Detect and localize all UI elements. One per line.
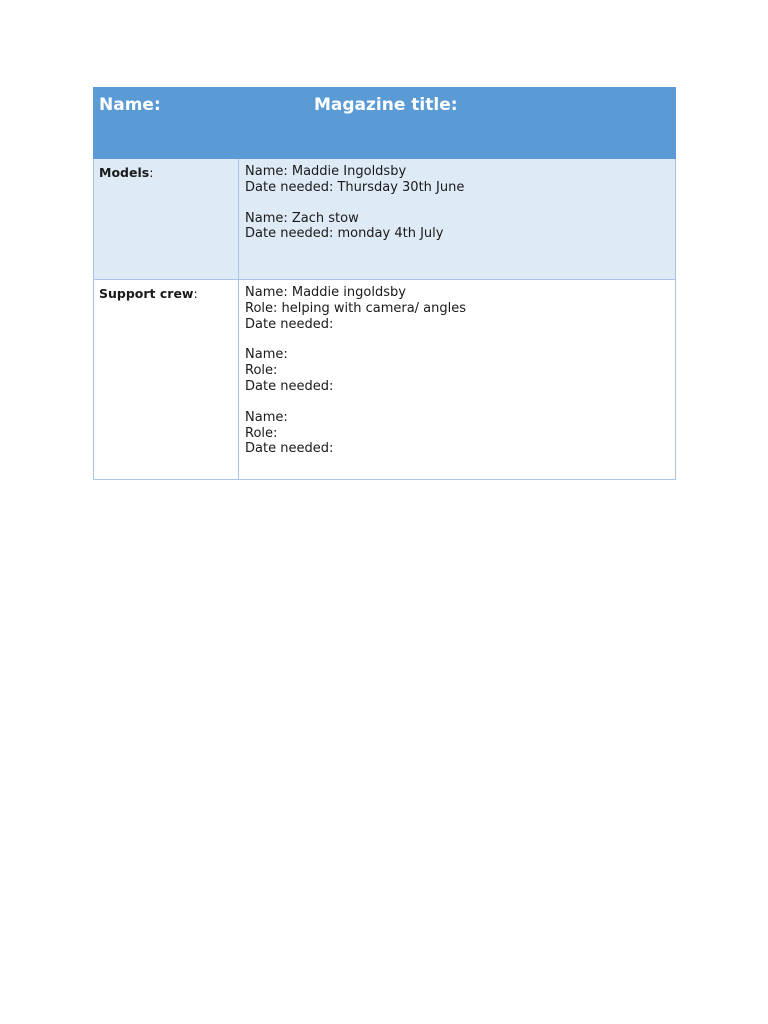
crew-name: Name: Maddie ingoldsby [245, 285, 406, 300]
model-date-needed: Date needed: Thursday 30th June [245, 179, 465, 195]
support-crew-row [94, 280, 676, 480]
crew-entry [245, 410, 675, 457]
crew-name: Name: [245, 347, 288, 363]
models-label-cell [94, 159, 239, 280]
crew-role: Role: [245, 363, 278, 379]
models-entries-cell [239, 159, 676, 280]
header-name-cell [94, 88, 239, 159]
header-row [94, 88, 676, 159]
models-label: Models: [99, 165, 154, 180]
crew-role: Role: [245, 425, 278, 441]
support-crew-label: Support crew: [99, 286, 198, 301]
model-date-needed: Date needed: monday 4th July [245, 226, 444, 242]
crew-role: Role: helping with camera/ angles [245, 300, 467, 316]
crew-date-needed: Date needed: [245, 441, 334, 457]
name-label: Name: [99, 95, 161, 115]
model-name: Name: Maddie Ingoldsby [245, 164, 407, 179]
magazine-title-label: Magazine title: [314, 95, 458, 115]
crew-date-needed: Date needed: [245, 316, 334, 332]
crew-entry [245, 347, 675, 394]
header-magazine-cell [239, 88, 676, 159]
photoshoot-planner-table [93, 87, 676, 480]
crew-date-needed: Date needed: [245, 378, 334, 394]
support-crew-label-cell [94, 280, 239, 480]
model-entry [245, 164, 675, 196]
model-name: Name: Zach stow [245, 210, 359, 226]
support-crew-entries-cell [239, 280, 676, 480]
crew-name: Name: [245, 409, 288, 425]
crew-entry [245, 285, 675, 332]
model-entry [245, 211, 675, 243]
models-row [94, 159, 676, 280]
